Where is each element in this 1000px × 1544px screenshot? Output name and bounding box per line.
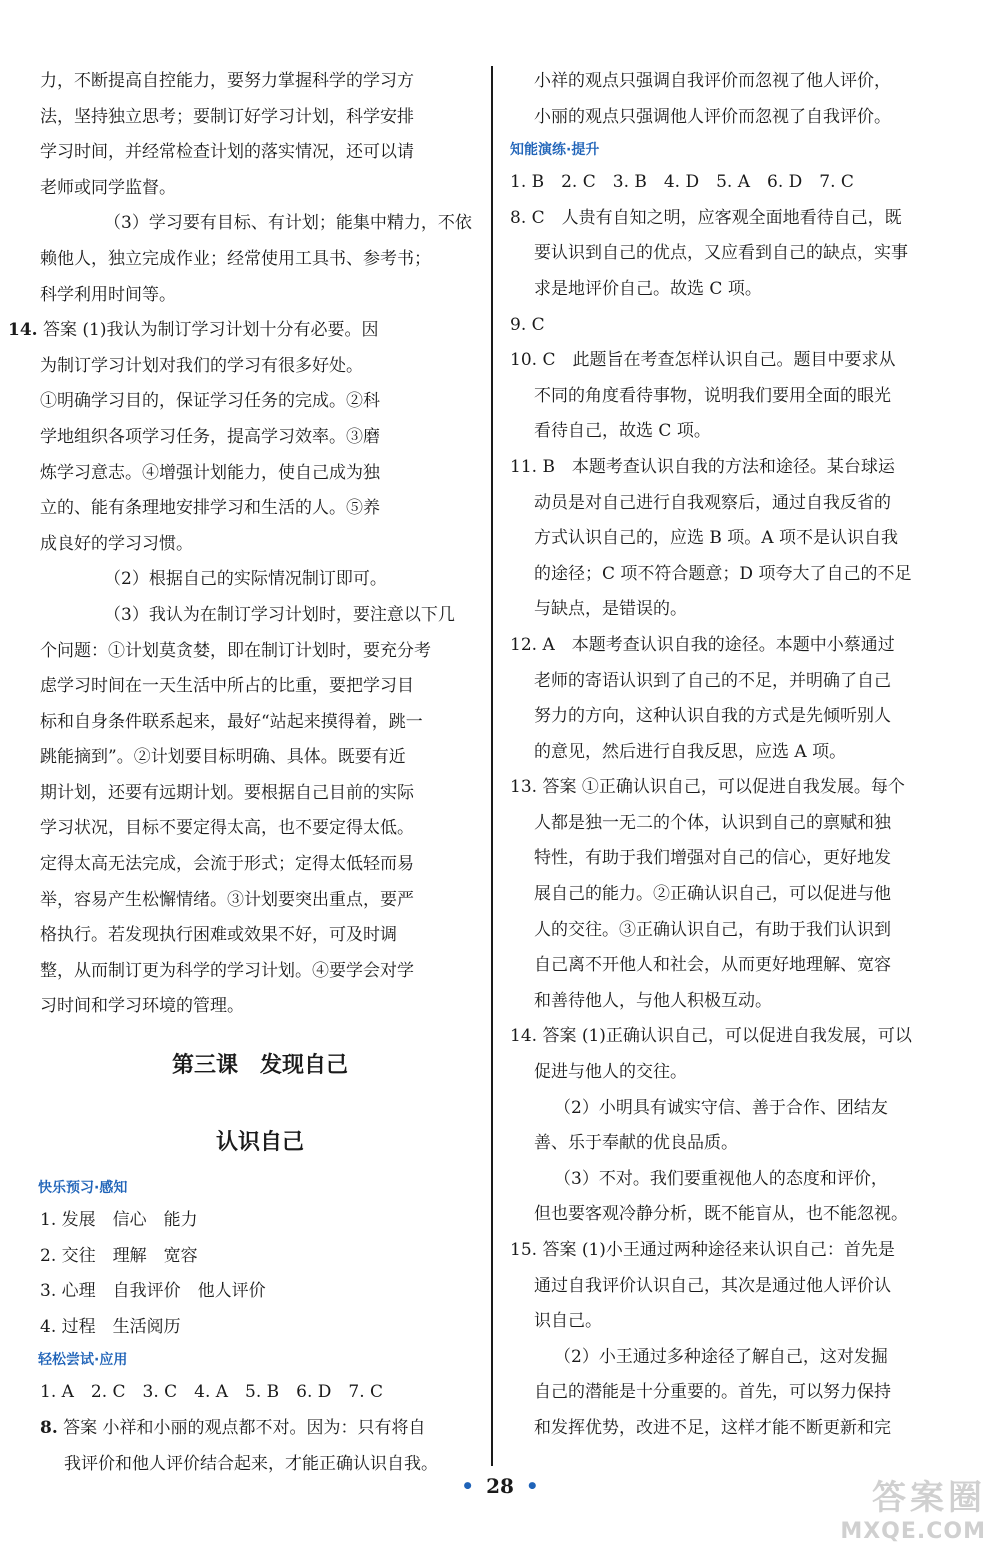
text-line: 科学利用时间等。 (40, 284, 176, 305)
text-line: 举，容易产生松懈情绪。③计划要突出重点，要严 (40, 889, 414, 910)
question-11 (510, 450, 940, 628)
text-line: 老师的寄语认识到了自己的不足，并明确了自己 (534, 670, 891, 691)
list-item: 1. 发展 信心 能力 (40, 1210, 198, 1231)
text-line: 学习状况，目标不要定得太高，也不要定得太低。 (40, 818, 414, 839)
text-line: 人都是独一无二的个体，认识到自己的禀赋和独 (534, 812, 891, 833)
text-line: 8. C 人贵有自知之明，应客观全面地看待自己，既 (510, 207, 902, 228)
text-line: 13. 答案 ①正确认识自己，可以促进自我发展。每个 (510, 777, 905, 798)
text-line: 和善待他人，与他人积极互动。 (534, 990, 772, 1011)
question-12 (510, 628, 940, 770)
section-title: 认识自己 (215, 1130, 304, 1156)
left-top-paragraph (40, 64, 480, 206)
text-line: 努力的方向，这种认识自我的方式是先倾听别人 (534, 706, 891, 727)
text-line: 善、乐于奉献的优良品质。 (534, 1133, 738, 1154)
text-line: 我评价和他人评价结合起来，才能正确认识自我。 (64, 1453, 438, 1474)
list-item: 2. 交往 理解 宽容 (40, 1245, 198, 1266)
answer-text: 答案 小祥和小丽的观点都不对。因为：只有将自 (63, 1418, 426, 1438)
text-line: 人的交往。③正确认识自己，有助于我们认识到 (534, 919, 891, 940)
question-14 (510, 1019, 940, 1233)
watermark-bottom: MXQE.COM (840, 1519, 986, 1544)
lesson-title: 第三课 发现自己 (171, 1053, 348, 1079)
text-line (8, 313, 480, 349)
text-line: 12. A 本题考查认识自我的途径。本题中小蔡通过 (510, 634, 895, 655)
text-line: 小丽的观点只强调他人评价而忽视了自我评价。 (534, 106, 891, 127)
text-line: 特性，有助于我们增强对自己的信心，更好地发 (534, 848, 891, 869)
watermark-logo (840, 1470, 986, 1544)
text-line: 自己离不开他人和社会，从而更好地理解、宽容 (534, 955, 891, 976)
text-line: 力，不断提高自控能力，要努力掌握科学的学习方 (40, 71, 414, 91)
text-line: 的途径；C 项不符合题意；D 项夸大了自己的不足 (534, 563, 912, 584)
left-column (8, 64, 480, 1482)
text-line: 看待自己，故选 C 项。 (534, 421, 711, 442)
question-13 (510, 770, 940, 1019)
text-line (40, 1411, 480, 1447)
question-8 (510, 201, 940, 308)
text-line: 的意见，然后进行自我反思，应选 A 项。 (534, 741, 847, 762)
text-line: （2）小明具有诚实守信、善于合作、团结友 (554, 1097, 888, 1118)
text-line: 要认识到自己的优点，又应看到自己的缺点，实事 (534, 243, 908, 264)
text-line: 整，从而制订更为科学的学习计划。④要学会对学 (40, 960, 414, 981)
page-number: 28 (486, 1474, 514, 1498)
text-line: 定得太高无法完成，会流于形式；定得太低轻而易 (40, 854, 414, 875)
text-line: 学习时间，并经常检查计划的落实情况，还可以请 (40, 142, 414, 163)
question-15 (510, 1233, 940, 1447)
list-item: 4. 过程 生活阅历 (40, 1316, 181, 1337)
text-line: ①明确学习目的，保证学习任务的完成。②科 (40, 391, 380, 412)
try-heading: 轻松尝试·应用 (38, 1352, 128, 1369)
text-line: 15. 答案 (1)小王通过两种途径来认识自己：首先是 (510, 1240, 895, 1260)
text-line: 11. B 本题考查认识自我的方法和途径。某台球运 (510, 456, 895, 477)
text-line: 标和自身条件联系起来，最好“站起来摸得着，跳一 (40, 711, 423, 732)
left-p3-paragraph (40, 206, 480, 313)
text-line: 识自己。 (534, 1311, 602, 1332)
text-line: 赖他人，独立完成作业；经常使用工具书、参考书； (40, 248, 431, 269)
right-column (510, 64, 940, 1447)
mc-answers: 1. A 2. C 3. C 4. A 5. B 6. D 7. C (40, 1382, 384, 1403)
text-line: 习时间和学习环境的管理。 (40, 996, 244, 1017)
footer-dot-right: • (525, 1474, 539, 1498)
text-line: 方式认识自己的，应选 B 项。A 项不是认识自我 (534, 528, 898, 549)
text-line: 学地组织各项学习任务，提高学习效率。③磨 (40, 426, 380, 447)
text-line: 期计划，还要有远期计划。要根据自己目前的实际 (40, 782, 414, 803)
preview-heading: 快乐预习·感知 (38, 1180, 128, 1197)
answer-text: 答案 (1)我认为制订学习计划十分有必要。因 (42, 320, 379, 341)
mc-answers: 1. B 2. C 3. B 4. D 5. A 6. D 7. C (510, 172, 854, 193)
text-line: （3）我认为在制订学习计划时，要注意以下几 (104, 604, 455, 625)
text-line: 个问题：①计划莫贪婪，即在制订计划时，要充分考 (40, 640, 431, 661)
text-line: 展自己的能力。②正确认识自己，可以促进与他 (534, 884, 891, 905)
text-line: 法，坚持独立思考；要制订好学习计划，科学安排 (40, 106, 414, 127)
text-line: 与缺点，是错误的。 (534, 599, 687, 620)
text-line: 炼学习意志。④增强计划能力，使自己成为独 (40, 462, 380, 483)
list-item: 3. 心理 自我评价 他人评价 (40, 1281, 266, 1302)
text-line: 老师或同学监督。 (40, 177, 176, 198)
text-line: 促进与他人的交往。 (534, 1062, 687, 1083)
question-14 (8, 313, 480, 1025)
text-line: （2）根据自己的实际情况制订即可。 (104, 569, 387, 590)
text-line: 10. C 此题旨在考查怎样认识自己。题目中要求从 (510, 350, 896, 371)
question-10 (510, 343, 940, 450)
question-9: 9. C (510, 314, 545, 335)
text-line: （2）小王通过多种途径了解自己，这对发掘 (554, 1346, 888, 1367)
text-line: 自己的潜能是十分重要的。首先，可以努力保持 (534, 1382, 891, 1403)
text-line: 虑学习时间在一天生活中所占的比重，要把学习目 (40, 676, 414, 697)
text-line: 通过自我评价认识自己，其次是通过他人评价认 (534, 1275, 891, 1296)
text-line: 14. 答案 (1)正确认识自己，可以促进自我发展，可以 (510, 1026, 912, 1047)
text-line: （3）学习要有目标、有计划；能集中精力，不依 (104, 213, 472, 234)
text-line: 动员是对自己进行自我观察后，通过自我反省的 (534, 492, 891, 513)
text-line: 立的、能有条理地安排学习和生活的人。⑤养 (40, 498, 380, 519)
question-number: 8. (40, 1418, 58, 1438)
text-line: 和发挥优势，改进不足，这样才能不断更新和完 (534, 1417, 891, 1438)
watermark-top: 答案圈 (872, 1478, 986, 1518)
text-line: 不同的角度看待事物，说明我们要用全面的眼光 (534, 385, 891, 406)
text-line: 为制订学习计划对我们的学习有很多好处。 (40, 355, 363, 376)
column-divider (491, 66, 493, 1466)
text-line: 小祥的观点只强调自我评价而忽视了他人评价， (534, 71, 891, 91)
text-line: 格执行。若发现执行困难或效果不好，可及时调 (40, 925, 397, 946)
text-line: （3）不对。我们要重视他人的态度和评价， (554, 1168, 888, 1189)
text-line: 但也要客观冷静分析，既不能盲从，也不能忽视。 (534, 1204, 908, 1225)
text-line: 跳能摘到”。②计划要目标明确、具体。既要有近 (40, 747, 406, 768)
text-line: 求是地评价自己。故选 C 项。 (534, 278, 762, 299)
skill-heading: 知能演练·提升 (510, 142, 600, 159)
footer-dot-left: • (461, 1474, 475, 1498)
text-line: 成良好的学习习惯。 (40, 533, 193, 554)
question-number: 14. (8, 320, 38, 341)
